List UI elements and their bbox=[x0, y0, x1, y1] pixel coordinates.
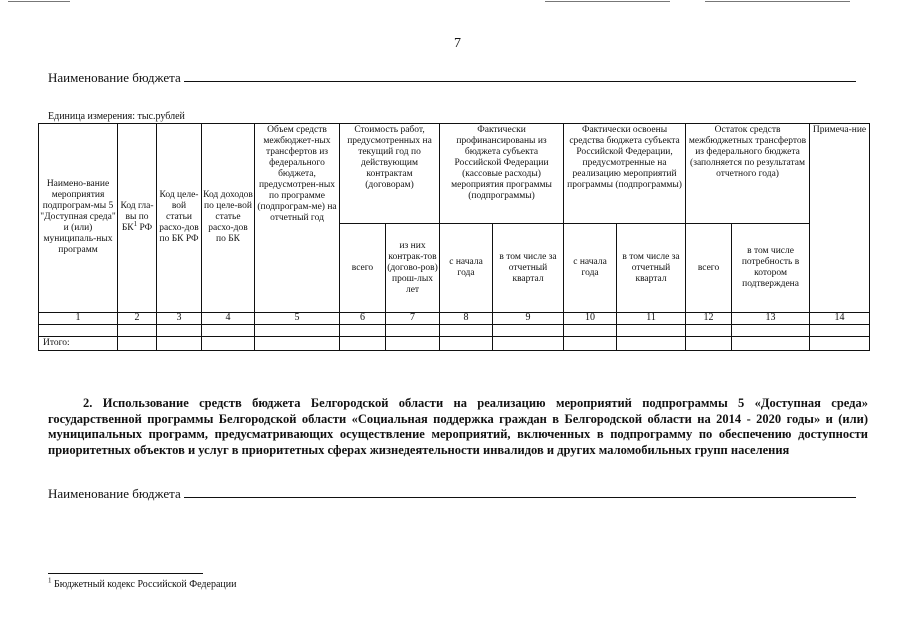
table-row bbox=[39, 324, 870, 336]
subheader-quarter: в том числе за отчетный квартал bbox=[493, 224, 564, 312]
subheader-total: всего bbox=[340, 224, 386, 312]
column-number: 3 bbox=[157, 312, 202, 324]
column-number: 12 bbox=[686, 312, 732, 324]
column-number: 7 bbox=[386, 312, 440, 324]
subheader-total: всего bbox=[686, 224, 732, 312]
column-number: 5 bbox=[255, 312, 340, 324]
subheader-quarter: в том числе за отчетный квартал bbox=[617, 224, 686, 312]
budget-name-label: Наименование бюджета bbox=[48, 70, 181, 85]
subheader-past-contracts: из них контрак-тов (догово-ров) прош-лых лет bbox=[386, 224, 440, 312]
header-chapter-code: Код гла-вы по $БК^1$ РФ bbox=[118, 124, 157, 313]
column-number: 9 bbox=[493, 312, 564, 324]
subheader-since-year-start: с начала года bbox=[564, 224, 617, 312]
subheader-since-year-start: с начала года bbox=[440, 224, 493, 312]
column-number: 6 bbox=[340, 312, 386, 324]
footnote bbox=[48, 576, 237, 590]
column-number: 4 bbox=[202, 312, 255, 324]
total-label: Итого: bbox=[39, 336, 118, 350]
total-row bbox=[39, 336, 870, 350]
units-label: Единица измерения: тыс.рублей bbox=[48, 111, 185, 122]
header-income-code: Код доходов по целе-вой статье расхо-дов по БК bbox=[202, 124, 255, 313]
column-number: 2 bbox=[118, 312, 157, 324]
header-measure-name: Наимено-вание мероприятия подпрограм-мы 5 "Доступная среда" и (или) муниципаль-ных программ bbox=[39, 124, 118, 313]
budget-name-row bbox=[48, 70, 856, 86]
scan-edge-line bbox=[705, 1, 850, 2]
column-number: 8 bbox=[440, 312, 493, 324]
header-transfer-volume: Объем средств межбюджет-ных трансфертов из федерального бюджета, предусмотрен-ных по программе (подпрограм-ме) на отчетный год bbox=[255, 124, 340, 313]
footnote-separator bbox=[48, 573, 203, 574]
column-number: 10 bbox=[564, 312, 617, 324]
header-note: Примеча-ние bbox=[810, 124, 870, 313]
header-actual-financed: Фактически профинансированы из бюджета субъекта Российской Федерации (кассовые расходы) мероприятия программы (подпрограммы) bbox=[440, 124, 564, 224]
column-number: 13 bbox=[732, 312, 810, 324]
column-number: 1 bbox=[39, 312, 118, 324]
header-target-code: Код целе-вой статьи расхо-дов по БК РФ bbox=[157, 124, 202, 313]
subheader-confirmed-need: в том числе потребность в котором подтверждена bbox=[732, 224, 810, 312]
budget-name-row bbox=[48, 486, 856, 502]
report-table bbox=[38, 123, 870, 351]
footnote-text: Бюджетный кодекс Российской Федерации bbox=[54, 579, 237, 590]
section-2-heading: 2. Использование средств бюджета Белгородской области на реализацию мероприятий подпрограммы 5 «Доступная среда» государственной программы Белгородской области «Социальная поддержка граждан в Белгородской области на 2014 - 2020 годы» и (или) муниципальных программ, предусматривающих осуществление мероприятий, включенных в подпрограмму по обеспечению доступности приоритетных объектов и услуг в приоритетных сферах жизнедеятельности инвалидов и других маломобильных групп населения bbox=[48, 396, 868, 457]
footnote-mark: 1 bbox=[48, 576, 52, 585]
budget-name-line bbox=[184, 70, 856, 82]
footnote-ref: 1 bbox=[133, 220, 138, 229]
column-number: 11 bbox=[617, 312, 686, 324]
budget-name-label: Наименование бюджета bbox=[48, 486, 181, 501]
header-transfer-balance: Остаток средств межбюджетных трансфертов из федерального бюджета (заполняется по результатам отчетного года) bbox=[686, 124, 810, 224]
scan-edge-line bbox=[8, 1, 70, 2]
scan-edge-line bbox=[545, 1, 670, 2]
header-actual-spent: Фактически освоены средства бюджета субъекта Российской Федерации, предусмотренные на реализацию мероприятий программы (подпрограммы) bbox=[564, 124, 686, 224]
column-number: 14 bbox=[810, 312, 870, 324]
header-works-cost: Стоимость работ, предусмотренных на текущий год по действующим контрактам (договорам) bbox=[340, 124, 440, 224]
page-number: 7 bbox=[454, 36, 461, 51]
budget-name-line bbox=[184, 486, 856, 498]
